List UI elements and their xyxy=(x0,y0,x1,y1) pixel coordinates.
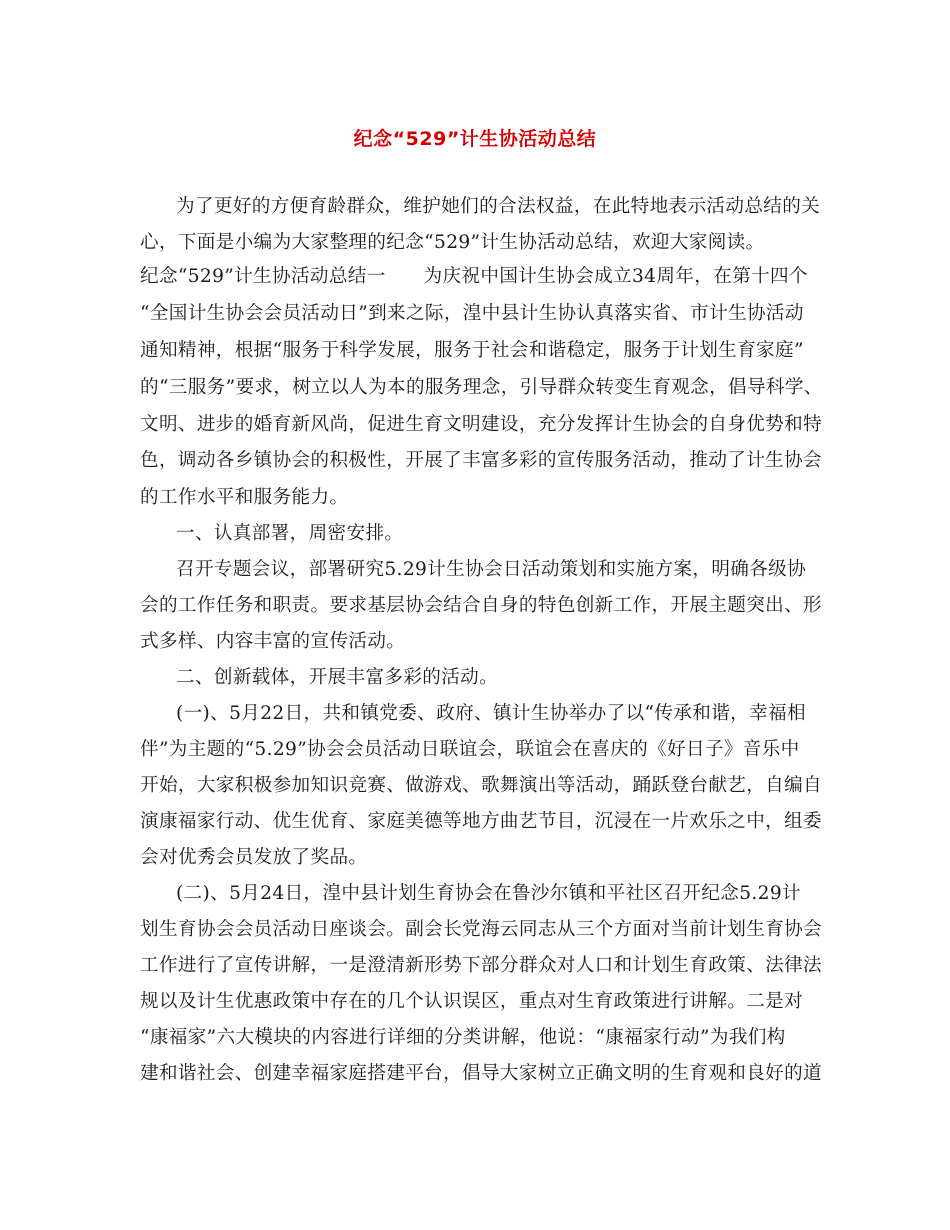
paragraph-line: 通知精神，根据“服务于科学发展，服务于社会和谐稳定，服务于计划生育家庭” xyxy=(140,340,804,361)
paragraph-line: 心，下面是小编为大家整理的纪念“529”计生协活动总结，欢迎大家阅读。 xyxy=(140,232,765,253)
paragraph-line: 的工作水平和服务能力。 xyxy=(140,487,349,508)
paragraph-line: 会对优秀会员发放了奖品。 xyxy=(140,847,368,868)
paragraph-line: 规以及计生优惠政策中存在的几个认识误区，重点对生育政策进行讲解。二是对 xyxy=(140,991,804,1012)
paragraph-line: 的“三服务”要求，树立以人为本的服务理念，引导群众转变生育观念，倡导科学、 xyxy=(140,377,823,398)
paragraph-line: 建和谐社会、创建幸福家庭搭建平台，倡导大家树立正确文明的生育观和良好的道 xyxy=(140,1063,822,1084)
paragraph-line: 工作进行了宣传讲解，一是澄清新形势下部分群众对人口和计划生育政策、法律法 xyxy=(140,955,822,976)
document-title: 纪念“529”计生协活动总结 xyxy=(353,128,597,150)
paragraph-line: 为了更好的方便育龄群众，维护她们的合法权益，在此特地表示活动总结的关 xyxy=(176,196,821,217)
paragraph-line: 纪念“529”计生协活动总结一 为庆祝中国计生协会成立34周年，在第十四个 xyxy=(140,266,808,287)
paragraph-line: 划生育协会会员活动日座谈会。副会长党海云同志从三个方面对当前计划生育协会 xyxy=(140,919,822,940)
paragraph-line: (二)、5月24日，湟中县计划生育协会在鲁沙尔镇和平社区召开纪念5.29计 xyxy=(176,883,801,904)
paragraph-line: (一)、5月22日，共和镇党委、政府、镇计生协举办了以“传承和谐，幸福相 xyxy=(176,703,806,724)
section-heading: 二、创新载体，开展丰富多彩的活动。 xyxy=(176,667,499,688)
paragraph-line: 伴”为主题的“5.29”协会会员活动日联谊会，联谊会在喜庆的《好日子》音乐中 xyxy=(140,739,800,760)
paragraph-line: 色，调动各乡镇协会的积极性，开展了丰富多彩的宣传服务活动，推动了计生协会 xyxy=(140,450,822,471)
paragraph-line: “康福家”六大模块的内容进行详细的分类讲解，他说：“康福家行动”为我们构 xyxy=(140,1027,786,1048)
paragraph-line: 式多样、内容丰富的宣传活动。 xyxy=(140,631,406,652)
paragraph-line: 召开专题会议，部署研究5.29计生协会日活动策划和实施方案，明确各级协 xyxy=(176,559,807,580)
paragraph-line: 会的工作任务和职责。要求基层协会结合自身的特色创新工作，开展主题突出、形 xyxy=(140,595,822,616)
paragraph-line: 文明、进步的婚育新风尚，促进生育文明建设，充分发挥计生协会的自身优势和特 xyxy=(140,414,822,435)
section-heading: 一、认真部署，周密安排。 xyxy=(176,523,404,544)
paragraph-line: 演康福家行动、优生优育、家庭美德等地方曲艺节目，沉浸在一片欢乐之中，组委 xyxy=(140,811,822,832)
paragraph-line: 开始，大家积极参加知识竞赛、做游戏、歌舞演出等活动，踊跃登台献艺，自编自 xyxy=(140,775,822,796)
paragraph-line: “全国计生协会会员活动日”到来之际，湟中县计生协认真落实省、市计生协活动 xyxy=(140,303,804,324)
